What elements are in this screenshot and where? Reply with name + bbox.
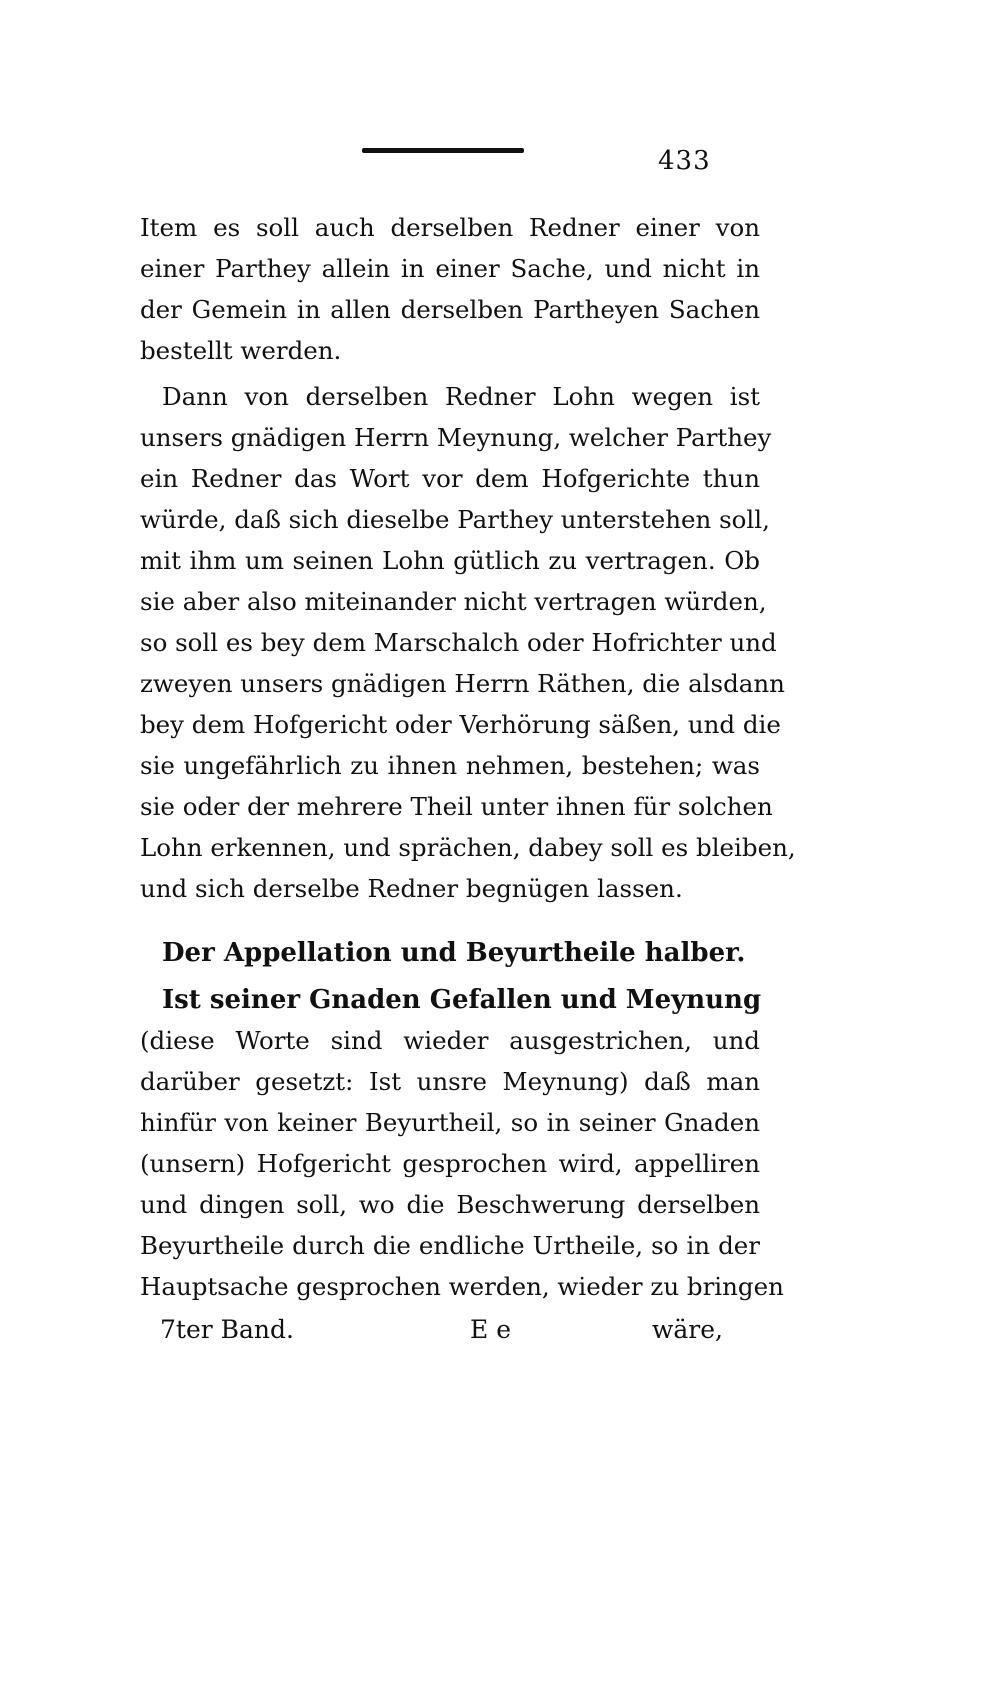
text-line: zweyen unsers gnädigen Herrn Räthen, die alsdann bbox=[140, 669, 785, 698]
text-line: ein Redner das Wort vor dem Hofgerichte thun bbox=[140, 464, 760, 493]
text-line: einer Parthey allein in einer Sache, und nicht in bbox=[140, 254, 760, 283]
text-line: Ist seiner Gnaden Gefallen und Meynung bbox=[162, 985, 762, 1015]
text-line: darüber gesetzt: Ist unsre Meynung) daß man bbox=[140, 1067, 760, 1096]
text-line: Item es soll auch derselben Redner einer von bbox=[140, 213, 760, 242]
text-line: Beyurtheile durch die endliche Urtheile, so in der bbox=[140, 1231, 760, 1260]
text-line: und sich derselbe Redner begnügen lassen. bbox=[140, 874, 683, 903]
text-line: der Gemein in allen derselben Partheyen Sachen bbox=[140, 295, 760, 324]
text-line: und dingen soll, wo die Beschwerung derselben bbox=[140, 1190, 760, 1219]
section-heading: Der Appellation und Beyurtheile halber. bbox=[162, 938, 746, 968]
signature-mark: E e bbox=[470, 1315, 511, 1344]
text-line: Hauptsache gesprochen werden, wieder zu bringen bbox=[140, 1272, 784, 1301]
text-line: unsers gnädigen Herrn Meynung, welcher Parthey bbox=[140, 423, 772, 452]
text-line: würde, daß sich dieselbe Parthey unterstehen soll, bbox=[140, 505, 770, 534]
text-line: sie oder der mehrere Theil unter ihnen für solchen bbox=[140, 792, 773, 821]
text-line: so soll es bey dem Marschalch oder Hofrichter und bbox=[140, 628, 777, 657]
page-number: 433 bbox=[658, 146, 711, 176]
text-line: sie ungefährlich zu ihnen nehmen, bestehen; was bbox=[140, 751, 760, 780]
text-line: hinfür von keiner Beyurtheil, so in seiner Gnaden bbox=[140, 1108, 760, 1137]
page-footer bbox=[0, 1315, 1000, 1355]
text-line: bestellt werden. bbox=[140, 336, 342, 365]
text-line: mit ihm um seinen Lohn gütlich zu vertragen. Ob bbox=[140, 546, 760, 575]
text-line: Dann von derselben Redner Lohn wegen ist bbox=[162, 382, 760, 411]
text-line: bey dem Hofgericht oder Verhörung säßen, und die bbox=[140, 710, 781, 739]
catchword: wäre, bbox=[652, 1315, 723, 1344]
volume-signature: 7ter Band. bbox=[160, 1315, 294, 1344]
text-line: Lohn erkennen, und sprächen, dabey soll es bleiben, bbox=[140, 833, 796, 862]
header-rule bbox=[362, 148, 524, 153]
text-line: sie aber also miteinander nicht vertragen würden, bbox=[140, 587, 767, 616]
text-line: (unsern) Hofgericht gesprochen wird, appelliren bbox=[140, 1149, 760, 1178]
text-line: (diese Worte sind wieder ausgestrichen, und bbox=[140, 1026, 760, 1055]
